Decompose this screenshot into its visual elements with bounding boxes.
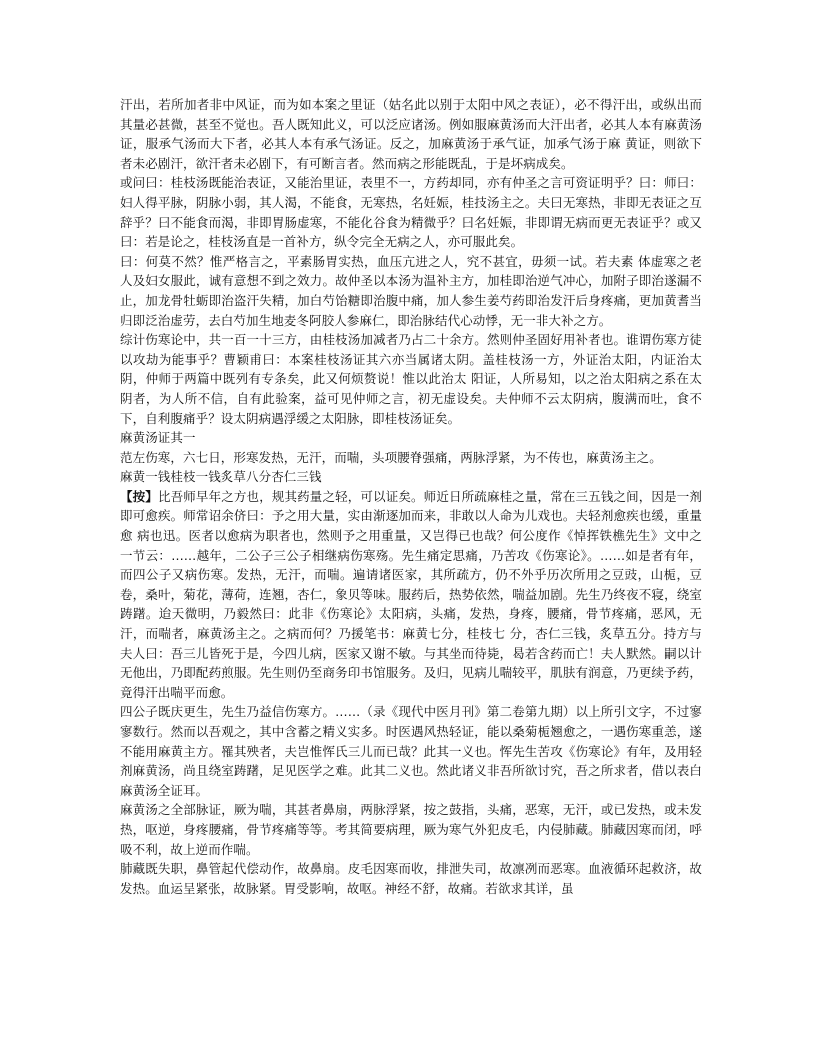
- paragraph-text: 比吾师早年之方也，规其药量之轻，可以证矣。师近日所疏麻桂之量，常在三五钱之间，因是一剂即可愈疾。师常诏余侪曰：予之用大量，实由渐逐加而来，非敢以人命为儿戏也。夫轻剂愈疾也缓，重量愈 病也迅。医者以愈病为职者也，然则予之用重量，又岂得已也哉？何公度作《悼挥铁樵先生》文中之一节云：……越年，二公子三公子相继病伤寒殇。先生痛定思痛，乃苦攻《伤寒论》。……如是者有年，而四公子又病伤寒。发热，无汗，而喘。遍请诸医家，其所疏方，仍不外乎历次所用之豆豉，山栀，豆卷，桑叶，菊花，薄荷，连翘，杏仁，象贝等味。服药后，热势依然，喘益加剧。先生乃终夜不寝，绕室踌躇。迨天微明，乃毅然曰：此非《伤寒论》太阳病，头痛，发热，身疼，腰痛，骨节疼痛，恶风，无汗，而喘者，麻黄汤主之。之病而何？乃援笔书：麻黄七分，桂枝七 分，杏仁三钱，炙草五分。持方与夫人曰：吾三儿皆死于是，今四儿病，医家又谢不敏。与其坐而待毙，曷若含药而亡！夫人默然。嗣以计无他出，乃即配药煎服。先生则仍至商务印书馆服务。及归，见病儿喘较平，肌肤有润意，乃更续予药，竟得汗出喘平而愈。: [120, 488, 702, 700]
- section-heading: [120, 428, 702, 448]
- case-description: [120, 448, 702, 468]
- paragraph-4: [120, 330, 702, 428]
- paragraph-3: [120, 252, 702, 330]
- paragraph-9: [120, 702, 702, 800]
- paragraph-text: 四公子既庆更生，先生乃益信伤寒方。……（录《现代中医月刊》第二卷第九期）以上所引文字，不过寥寥数行。然而以吾观之，其中含蓄之精义实多。时医遇风热轻证，能以桑菊栀翘愈之，一遇伤寒重恙，遂不能用麻黄主方。罹其殃者，夫岂惟恽氏三儿而已哉？此其一义也。恽先生苦攻《伤寒论》有年，及用轻 剂麻黄汤，尚且绕室踌躇，足见医学之难。此其二义也。然此诸义非吾所欲讨究，吾之所求者，借以表白麻黄汤全证耳。: [120, 704, 702, 798]
- heading-text: 麻黄汤证其一: [120, 430, 196, 446]
- paragraph-1: [120, 95, 702, 173]
- paragraph-text: 汗出，若所加者非中风证，而为如本案之里证（姑名此以别于太阳中风之表证），必不得汗出，或纵出而其量必甚微，甚至不觉也。吾人既知此义，可以泛应诸汤。例如服麻黄汤而大汗出者，必其人本有麻黄汤证，服承气汤而大下者，必其人本有承气汤证。反之，加麻黄汤于承气证，加承气汤于麻 黄证，则欲下者未必剧汗，欲汗者未必剧下，有可断言者。然而病之形能既乱，于是坏病成矣。: [120, 97, 702, 171]
- paragraph-10: [120, 800, 702, 859]
- paragraph-text: 综计伤寒论中，共一百一十三方，由桂枝汤加减者乃占二十余方。然则仲圣固好用补者也。谁谓伤寒方徒以攻劫为能事乎？曹颖甫曰：本案桂枝汤证其六亦当属诸太阴。盖桂枝汤一方，外证治太阳，内证治太阴，仲师于两篇中既列有专条矣，此又何烦赘说！惟以此治太 阳证，人所易知，以之治太阳病之系在太阴者，为人所不信，自有此验案，益可见仲师之言，初无虚设矣。夫仲师不云太阴病，腹满而吐，食不下，自利腹痛乎？设太阴病遇浮缓之太阳脉，即桂枝汤证矣。: [120, 332, 702, 426]
- paragraph-text: 范左伤寒，六七日，形寒发热，无汗，而喘，头项腰脊强痛，两脉浮紧，为不传也，麻黄汤主之。: [120, 449, 662, 465]
- paragraph-text: 麻黄汤之全部脉证，厥为喘，其甚者鼻扇，两脉浮紧，按之鼓指，头痛，恶寒，无汗，或已发热，或未发热，呕逆，身疼腰痛，骨节疼痛等等。考其简要病理，厥为寒气外犯皮毛，内侵肺藏。肺藏因寒而闭，呼吸不利，故上逆而作喘。: [120, 802, 702, 857]
- commentary-paragraph: [120, 487, 702, 703]
- paragraph-11: [120, 859, 702, 898]
- prescription-text: 麻黄一钱桂枝一钱炙草八分杏仁三钱: [120, 469, 322, 485]
- paragraph-text: 肺藏既失职，鼻管起代偿动作，故鼻扇。皮毛因寒而收，排泄失司，故凛冽而恶寒。血液循环起救济，故发热。血运呈紧张，故脉紧。胃受影响，故呕。神经不舒，故痛。若欲求其详，虽: [120, 861, 702, 896]
- paragraph-text: 曰：何莫不然？惟严格言之，平素肠胃实热，血压亢进之人，究不甚宜，毋须一试。若夫素 体虚寒之老人及妇女服此，诚有意想不到之效力。故仲圣以本汤为温补主方，加桂即治逆气冲心，加附子即治遂漏不止，加龙骨牡蛎即治盗汗失精，加白芍饴糖即治腹中痛，加人参生姜芍药即治发汗后身疼痛，更加黄耆当归即泛治虚劳，去白芍加生地麦冬阿胶人参麻仁，即治脉结代心动悸，无一非大补之方。: [120, 253, 702, 328]
- prescription-line: [120, 467, 702, 487]
- paragraph-text: 或问曰：桂枝汤既能治表证，又能治里证，表里不一，方药却同，亦有仲圣之言可资证明乎？曰：师曰：妇人得平脉，阴脉小弱，其人渴，不能食，无寒热，名妊娠，桂技汤主之。夫曰无寒热，非即无表证之互辞乎？曰不能食而渴，非即胃肠虚寒，不能化谷食为精微乎？曰名妊娠，非即谓无病而更无表证乎？或又曰：若是论之，桂枝汤直是一首补方，纵令完全无病之人，亦可服此矣。: [120, 175, 702, 250]
- paragraph-2: [120, 173, 702, 251]
- commentary-marker: 【按】: [120, 488, 158, 504]
- document-body: [120, 95, 702, 898]
